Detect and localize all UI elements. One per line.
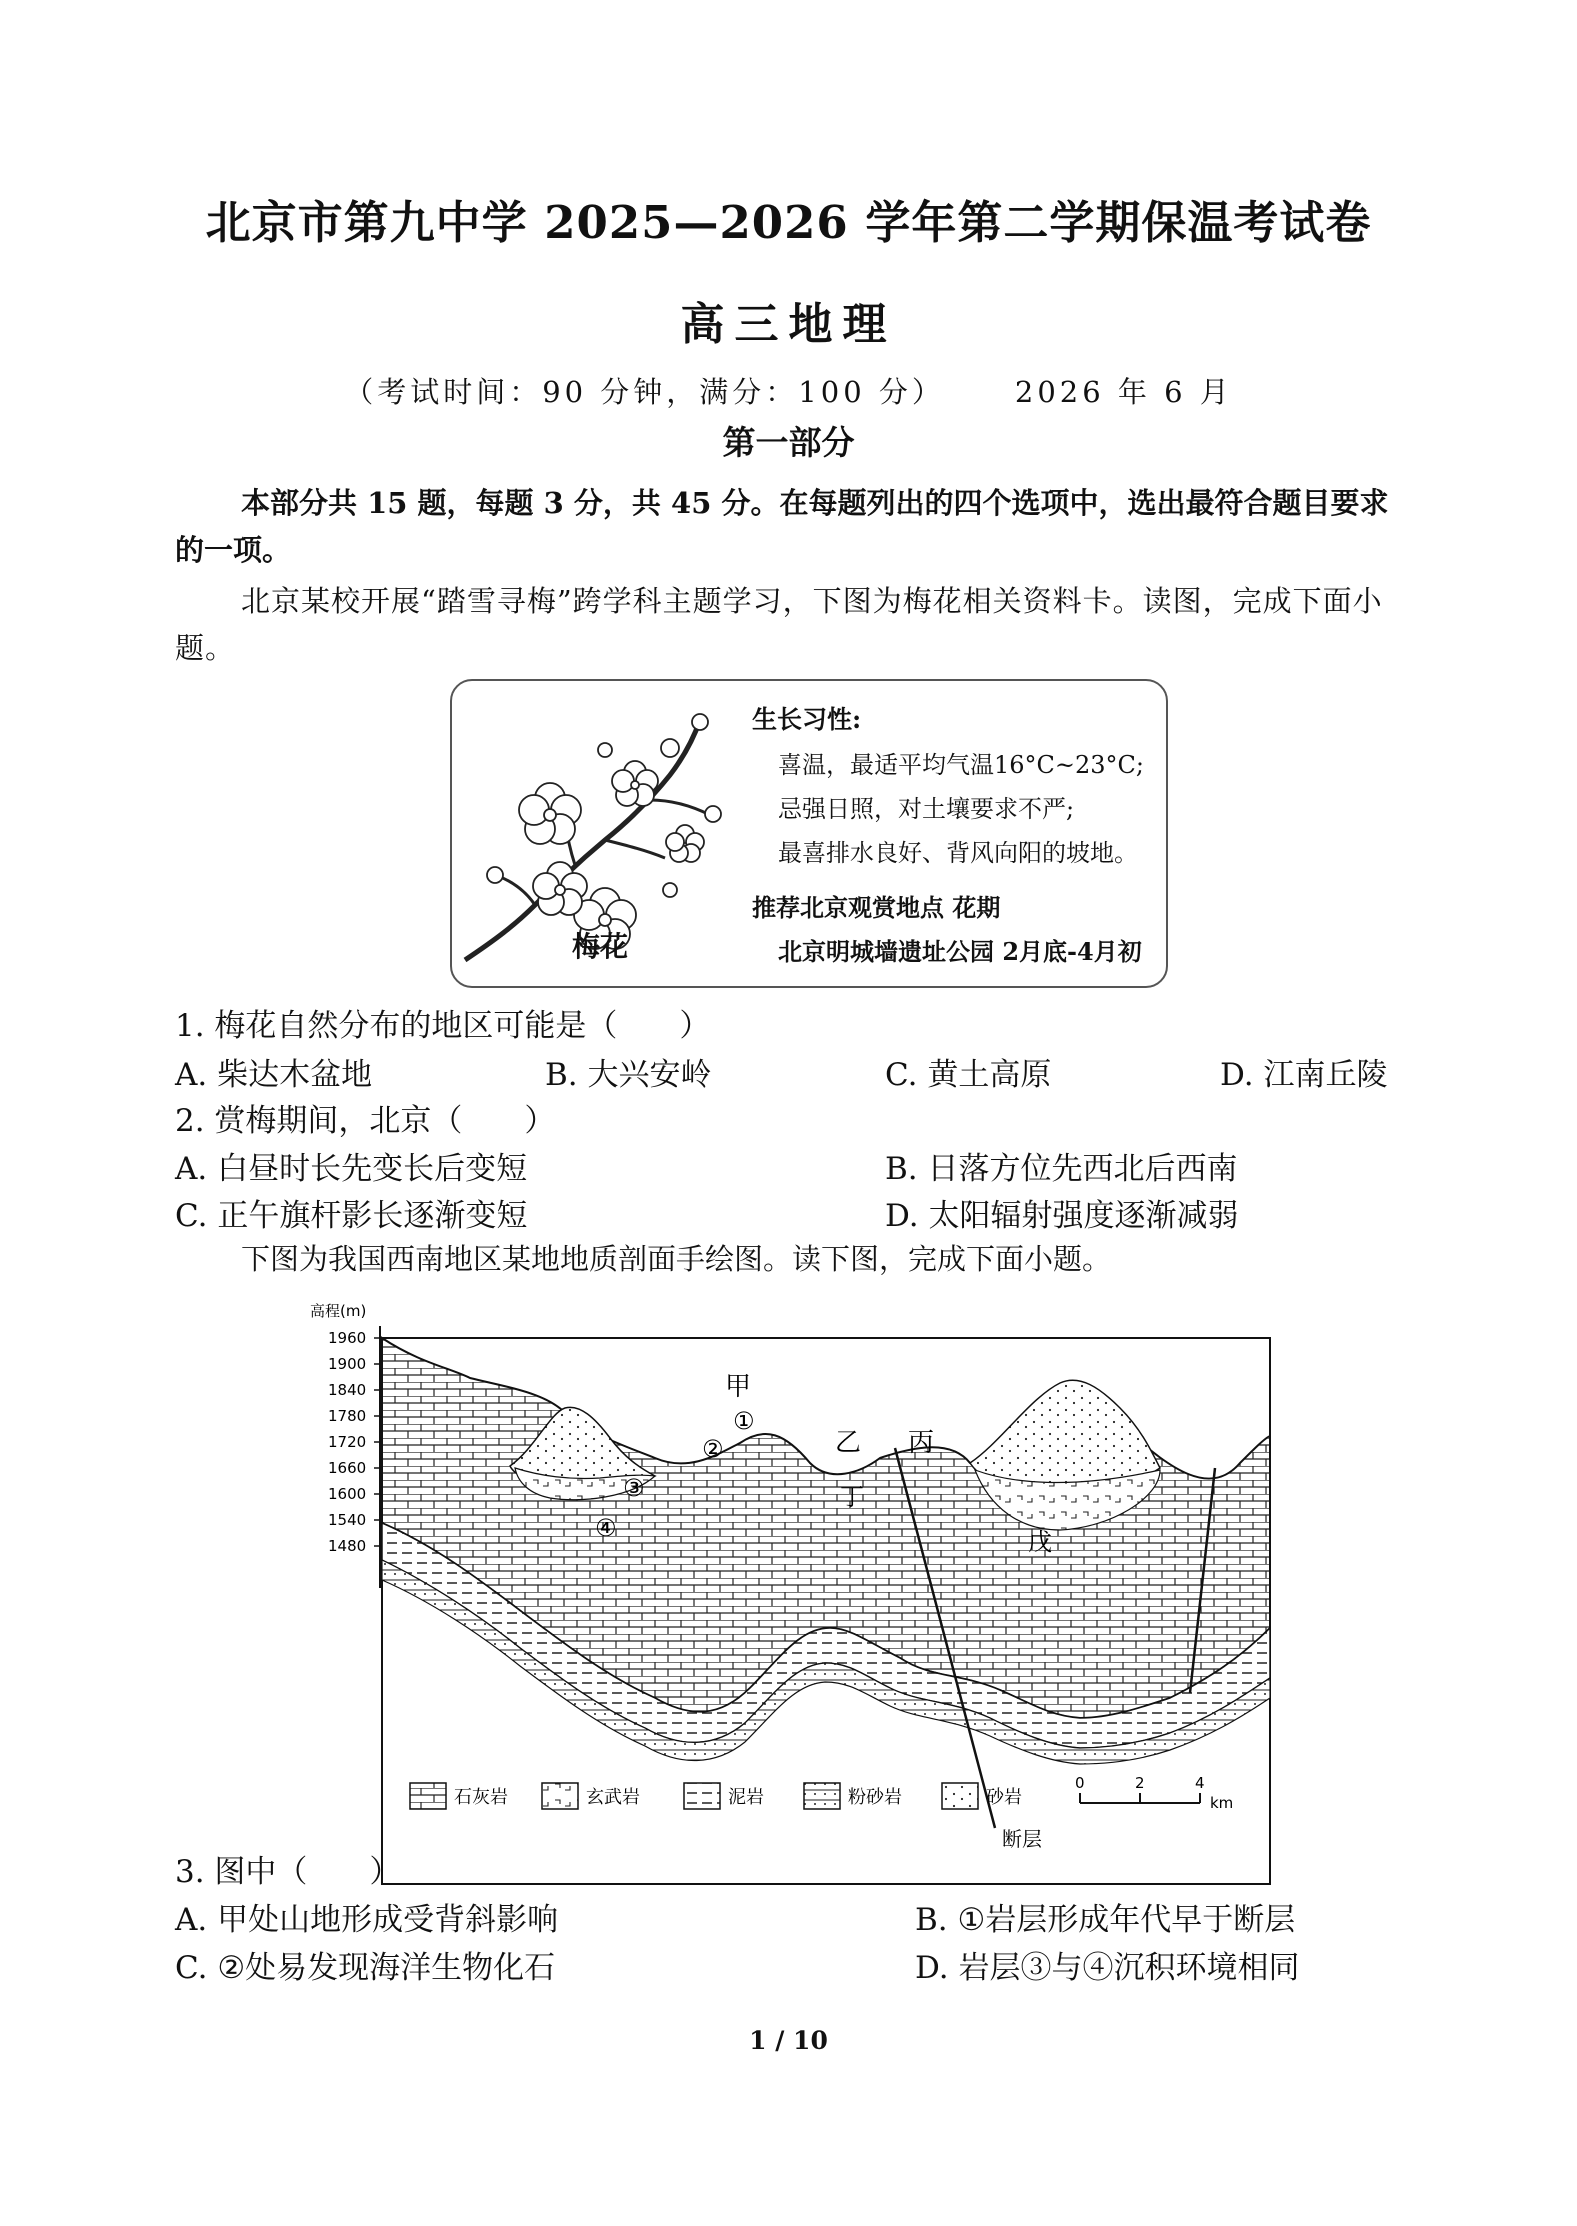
- y-axis-tick-label: 1540: [328, 1511, 367, 1529]
- question-1-option-b: B. 大兴安岭: [545, 1057, 712, 1093]
- plum-label: 梅花: [572, 930, 629, 963]
- layer-marker-3: ③: [623, 1474, 645, 1502]
- rock-legend: [410, 1783, 1022, 1809]
- page-number: 1 / 10: [749, 2026, 828, 2055]
- viewing-spot-heading: 推荐北京观赏地点 花期: [752, 893, 1001, 922]
- scale-unit: km: [1210, 1794, 1234, 1812]
- location-ding: 丁: [840, 1483, 864, 1511]
- question-3-option-a: A. 甲处山地形成受背斜影响: [175, 1902, 559, 1938]
- exam-info: [0, 370, 1577, 411]
- viewing-spot-line: 北京明城墙遗址公园 2月底-4月初: [778, 937, 1142, 966]
- question-2-option-b: B. 日落方位先西北后西南: [885, 1151, 1238, 1187]
- growth-habit-line: 喜温，最适平均气温16°C~23°C;: [778, 751, 1144, 779]
- question-1-option-c: C. 黄土高原: [885, 1057, 1052, 1093]
- section-instructions: 本部分共 15 题，每题 3 分，共 45 分。在每题列出的四个选项中，选出最符合题目要求的一项。: [175, 486, 1389, 567]
- location-yi: 乙: [835, 1428, 862, 1458]
- question-group-intro: 下图为我国西南地区某地地质剖面手绘图。读下图，完成下面小题。: [241, 1242, 1112, 1276]
- question-2-option-d: D. 太阳辐射强度逐渐减弱: [885, 1198, 1239, 1234]
- part-heading: 第一部分: [722, 423, 855, 462]
- y-axis-tick-label: 1780: [328, 1407, 367, 1425]
- exam-duration-score: （考试时间：90 分钟，满分：100 分）: [344, 375, 945, 409]
- y-axis-tick-label: 1480: [328, 1537, 367, 1555]
- exam-subject: 高三地理: [680, 299, 897, 350]
- exam-date: 2026 年 6 月: [1014, 375, 1233, 409]
- y-axis-tick-label: 1720: [328, 1433, 367, 1451]
- location-jia: 甲: [725, 1372, 752, 1402]
- growth-habit-line: 忌强日照，对土壤要求不严;: [778, 795, 1075, 823]
- scale-tick: 0: [1075, 1774, 1085, 1792]
- layer-marker-4: ④: [595, 1514, 617, 1542]
- question-3-option-d: D. 岩层③与④沉积环境相同: [915, 1950, 1300, 1986]
- exam-title: 北京市第九中学 2025—2026 学年第二学期保温考试卷: [205, 196, 1372, 249]
- question-3-option-c: C. ②处易发现海洋生物化石: [175, 1950, 556, 1986]
- location-wu: 戊: [1028, 1528, 1052, 1556]
- scale-tick: 2: [1135, 1774, 1145, 1792]
- y-axis-tick-label: 1840: [328, 1381, 367, 1399]
- layer-marker-1: ①: [733, 1407, 755, 1435]
- question-3-stem: 3. 图中（ ）: [175, 1854, 401, 1890]
- legend-mudstone: 泥岩: [728, 1787, 764, 1808]
- y-axis-tick-label: 1960: [328, 1329, 367, 1347]
- scale-tick: 4: [1195, 1774, 1205, 1792]
- growth-habit-heading: 生长习性:: [752, 705, 862, 734]
- question-1-stem: 1. 梅花自然分布的地区可能是（ ）: [175, 1008, 711, 1044]
- legend-limestone: 石灰岩: [454, 1787, 508, 1808]
- y-axis-label: 高程(m): [310, 1302, 367, 1320]
- question-1-option-d: D. 江南丘陵: [1220, 1057, 1388, 1093]
- growth-habit-line: 最喜排水良好、背风向阳的坡地。: [778, 839, 1138, 867]
- location-bing: 丙: [908, 1428, 935, 1458]
- question-3-option-b: B. ①岩层形成年代早于断层: [915, 1902, 1296, 1938]
- question-group-intro: 北京某校开展“踏雪寻梅”跨学科主题学习，下图为梅花相关资料卡。读图，完成下面小题。: [175, 584, 1383, 665]
- y-axis-tick-label: 1660: [328, 1459, 367, 1477]
- layer-marker-2: ②: [702, 1435, 724, 1463]
- y-axis-tick-label: 1600: [328, 1485, 367, 1503]
- geological-cross-section: [310, 1298, 1280, 1888]
- fault-label: 断层: [1002, 1827, 1042, 1851]
- question-2-option-c: C. 正午旗杆影长逐渐变短: [175, 1198, 528, 1234]
- question-2-option-a: A. 白昼时长先变长后变短: [175, 1151, 528, 1187]
- question-2-stem: 2. 赏梅期间，北京（ ）: [175, 1103, 556, 1139]
- y-axis-tick-label: 1900: [328, 1355, 367, 1373]
- scale-bar: [1075, 1774, 1233, 1812]
- question-1-option-a: A. 柴达木盆地: [175, 1057, 373, 1093]
- legend-basalt: 玄武岩: [586, 1787, 640, 1808]
- legend-siltstone: 粉砂岩: [848, 1787, 902, 1808]
- legend-sandstone: 砂岩: [986, 1787, 1022, 1808]
